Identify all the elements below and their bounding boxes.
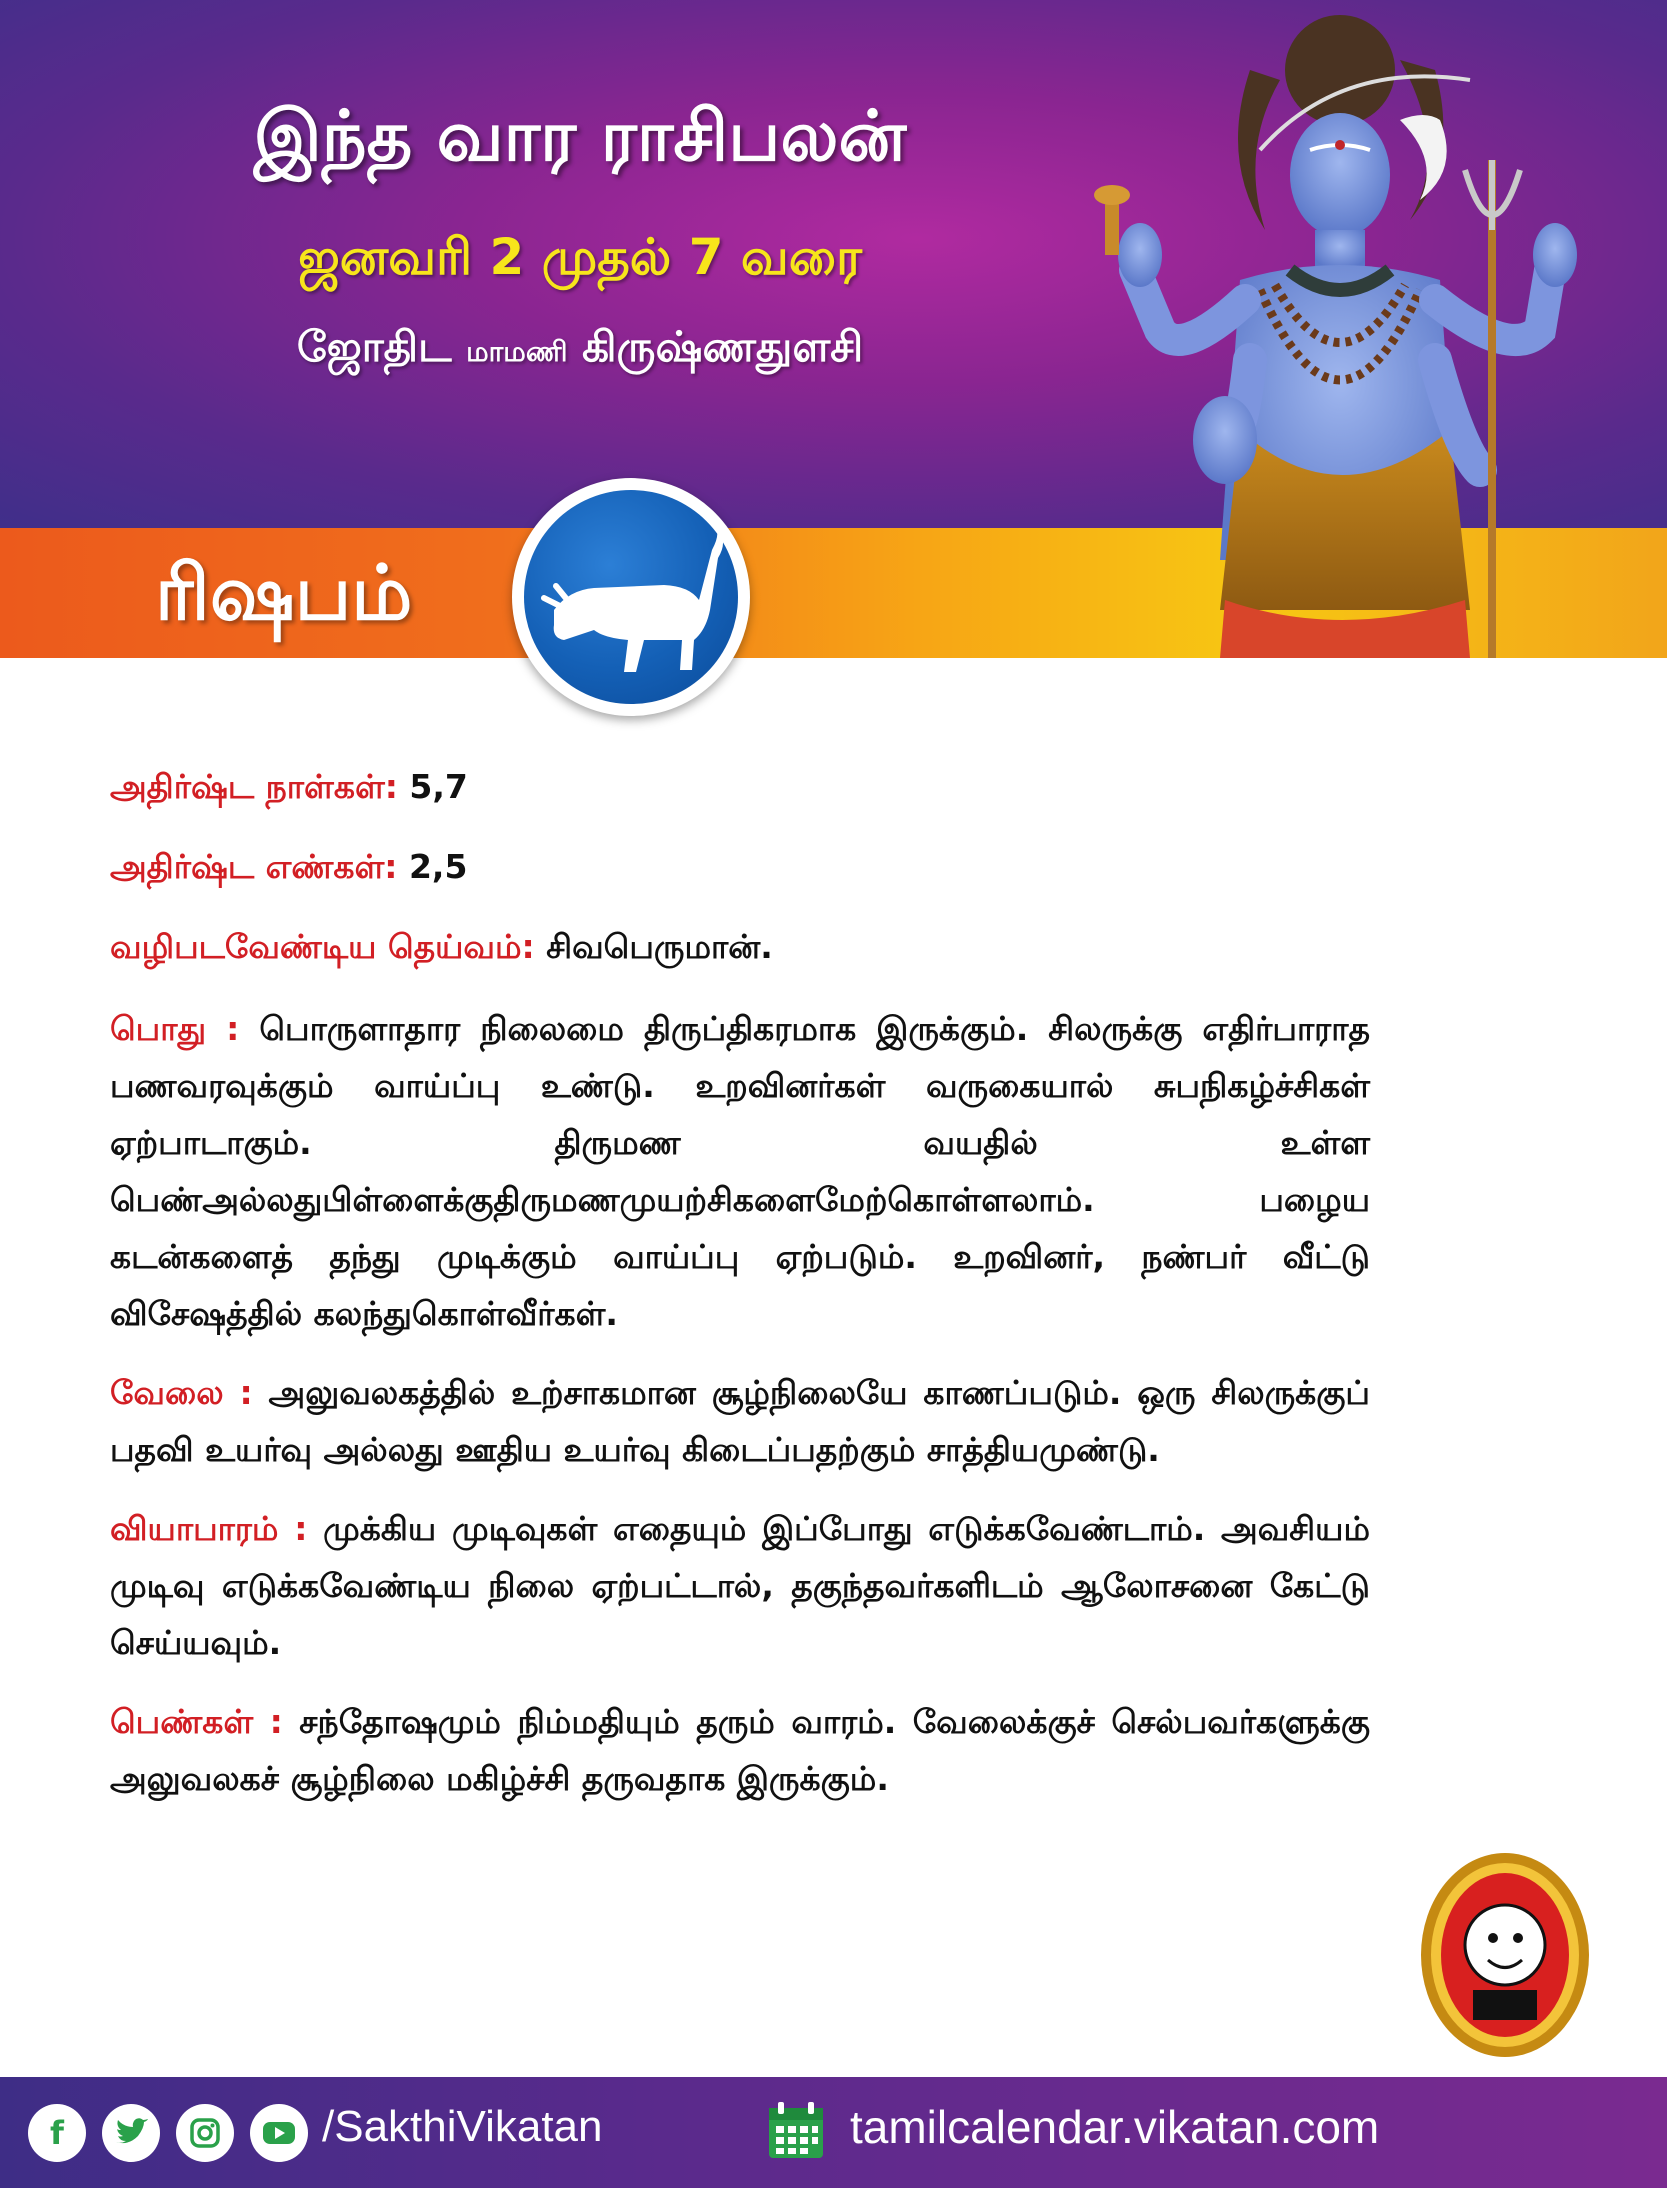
lucky-days-value: 5,7 bbox=[409, 767, 468, 806]
women-label: பெண்கள் : bbox=[110, 1702, 283, 1741]
deity-value: சிவபெருமான். bbox=[546, 927, 773, 966]
deity-row bbox=[110, 920, 1370, 974]
rasi-emblem bbox=[512, 478, 750, 716]
general-section bbox=[110, 1000, 1370, 1342]
facebook-icon[interactable]: f bbox=[28, 2104, 86, 2162]
work-label: வேலை : bbox=[110, 1373, 253, 1412]
instagram-glyph bbox=[189, 2117, 221, 2149]
general-text: பொருளாதார நிலைமை திருப்திகரமாக இருக்கும். சிலருக்கு எதிர்பாராத பணவரவுக்கும் வாய்ப்பு உண்டு. உறவினர்கள் வருகையால் சுபநிகழ்ச்சிகள் ஏற்பாடாகும். திருமண வயதில் உள்ள பெண்அல்லதுபிள்ளைக்குதிருமணமுயற்சிகளைமேற்கொள்ளலாம். பழைய கடன்களைத் தந்து முடிக்கும் வாய்ப்பு ஏற்படும். உறவினர், நண்பர் வீட்டு விசேஷத்தில் கலந்துகொள்வீர்கள். bbox=[110, 1009, 1370, 1333]
business-label: வியாபாரம் : bbox=[110, 1509, 308, 1548]
work-text: அலுவலகத்தில் உற்சாகமான சூழ்நிலையே காணப்படும். ஒரு சிலருக்குப் பதவி உயர்வு அல்லது ஊதிய உயர்வு கிடைப்பதற்கும் சாத்தியமுண்டு. bbox=[110, 1373, 1370, 1469]
business-text: முக்கிய முடிவுகள் எதையும் இப்போது எடுக்கவேண்டாம். அவசியம் முடிவு எடுக்கவேண்டிய நிலை ஏற்பட்டால், தகுந்தவர்களிடம் ஆலோசனை கேட்டு செய்யவும். bbox=[110, 1509, 1370, 1662]
women-text: சந்தோஷமும் நிம்மதியும் தரும் வாரம். வேலைக்குச் செல்பவர்களுக்கு அலுவலகச் சூழ்நிலை மகிழ்ச்சி தருவதாக இருக்கும். bbox=[110, 1702, 1370, 1798]
bull-icon bbox=[524, 490, 738, 704]
youtube-icon[interactable] bbox=[250, 2104, 308, 2162]
page-title: இந்த வார ராசிபலன் bbox=[253, 95, 907, 177]
work-section bbox=[110, 1364, 1370, 1478]
date-range: ஜனவரி 2 முதல் 7 வரை bbox=[298, 228, 862, 286]
lucky-numbers-label: அதிர்ஷ்ட எண்கள்: bbox=[110, 847, 398, 886]
lucky-numbers-value: 2,5 bbox=[408, 847, 468, 886]
horoscope-content bbox=[110, 760, 1370, 1829]
rasi-name: ரிஷபம் bbox=[155, 548, 413, 637]
astrologer-prefix: ஜோதிட bbox=[296, 322, 452, 371]
website-link[interactable]: tamilcalendar.vikatan.com bbox=[850, 2101, 1380, 2153]
youtube-glyph bbox=[262, 2120, 296, 2146]
astrologer-title: மாமணி bbox=[466, 335, 568, 368]
general-label: பொது : bbox=[110, 1009, 240, 1048]
social-handle[interactable]: /SakthiVikatan bbox=[322, 2102, 603, 2151]
lucky-numbers-row bbox=[110, 840, 1370, 894]
vikatan-logo bbox=[1418, 1850, 1592, 2060]
calendar-icon bbox=[766, 2100, 826, 2162]
astrologer-credit bbox=[0, 322, 1160, 377]
lucky-days-row bbox=[110, 760, 1370, 814]
instagram-icon[interactable] bbox=[176, 2104, 234, 2162]
astrologer-name: கிருஷ்ணதுளசி bbox=[582, 322, 864, 371]
twitter-bird-glyph bbox=[114, 2118, 148, 2148]
twitter-icon[interactable] bbox=[102, 2104, 160, 2162]
deity-label: வழிபடவேண்டிய தெய்வம்: bbox=[110, 927, 535, 966]
shiva-illustration bbox=[1040, 0, 1667, 658]
lucky-days-label: அதிர்ஷ்ட நாள்கள்: bbox=[110, 767, 398, 806]
women-section bbox=[110, 1693, 1370, 1807]
business-section bbox=[110, 1500, 1370, 1671]
